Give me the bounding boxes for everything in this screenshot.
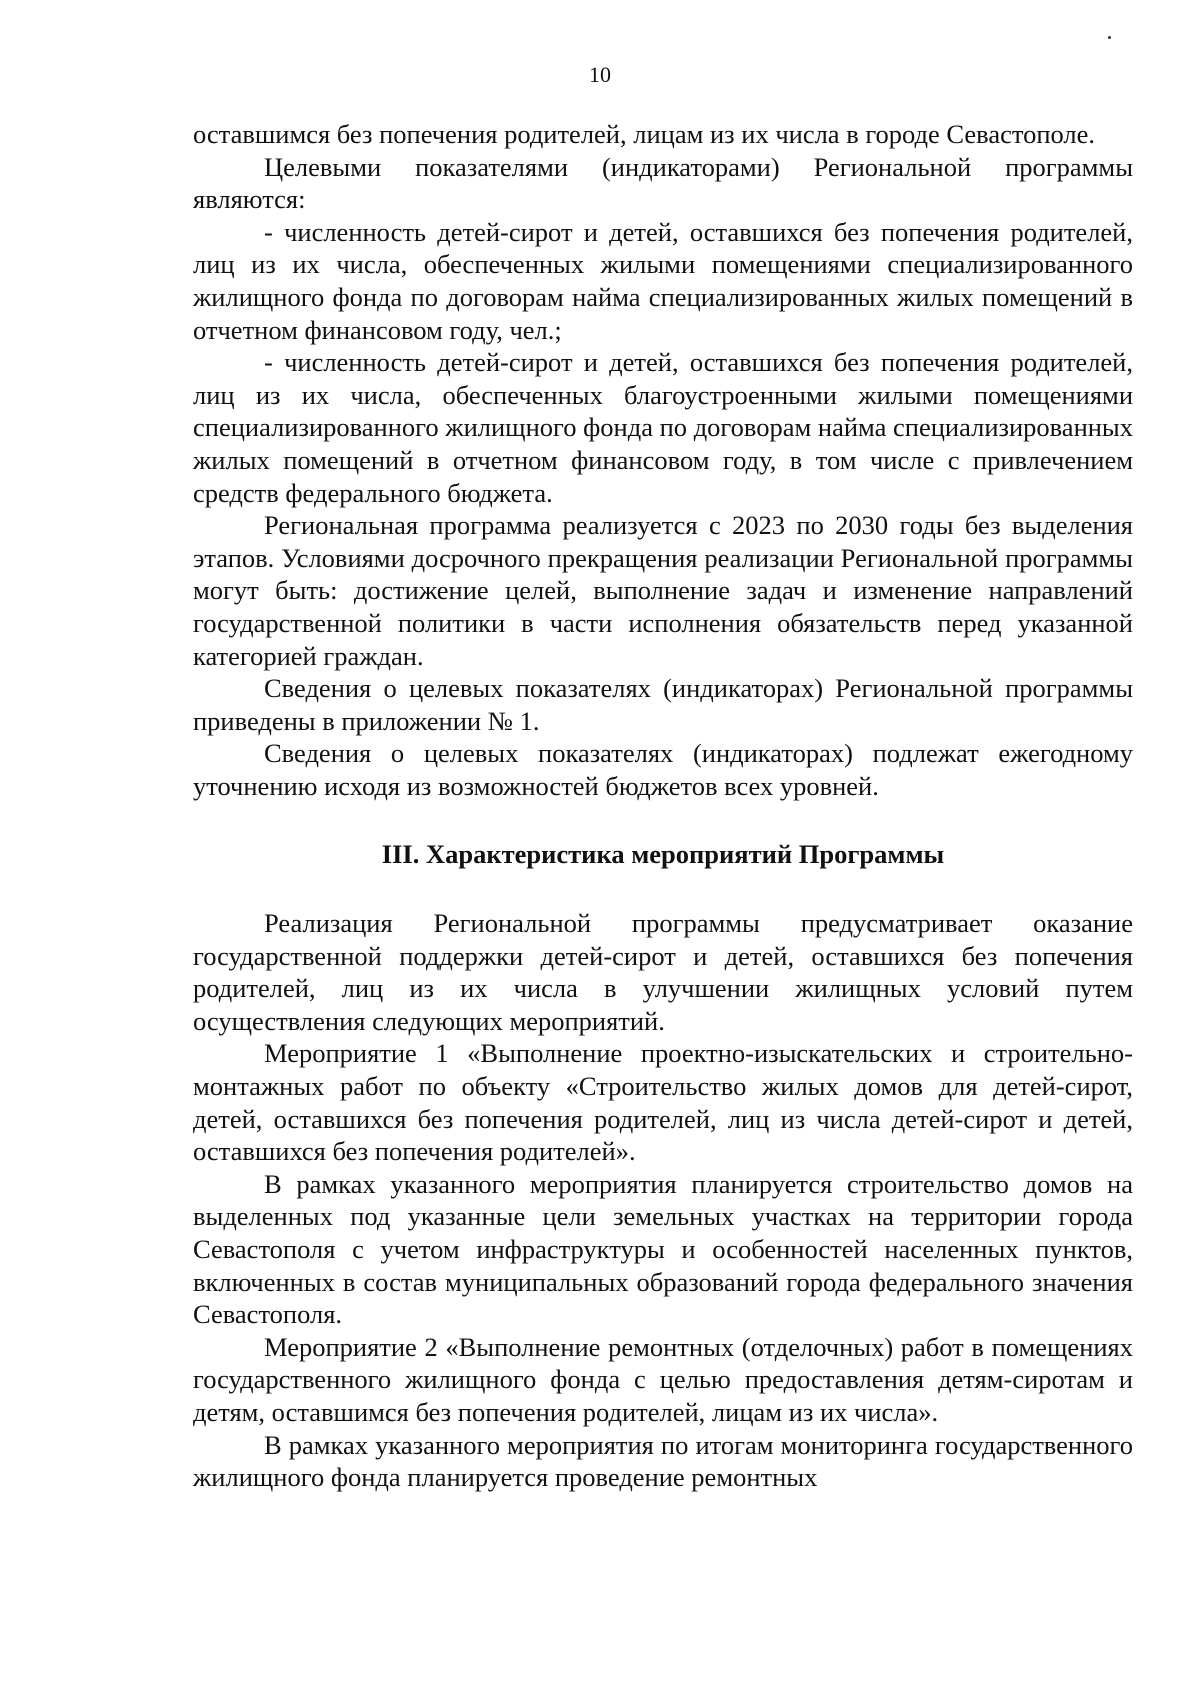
paragraph-measure-1-details: В рамках указанного мероприятия планируется строительство домов на выделенных под указанные цели земельных участках на территории города Севастополя с учетом инфраструктуры и особенностей населенных пунктов, включенных в состав муниципальных образований города федерального значения Севастополя. — [193, 1168, 1133, 1330]
paragraph-measure-2-details: В рамках указанного мероприятия по итогам мониторинга государственного жилищного фонда планируется проведение ремонтных — [193, 1429, 1133, 1493]
document-body — [193, 118, 1133, 1494]
page-number: 10 — [589, 62, 611, 87]
paragraph-appendix-reference: Сведения о целевых показателях (индикаторах) Региональной программы приведены в приложении № 1. — [193, 673, 1133, 736]
paragraph-implementation: Реализация Региональной программы предусматривает оказание государственной поддержки детей-сирот и детей, оставшихся без попечения родителей, лиц из их числа в улучшении жилищных условий путем осуществления следующих мероприятий. — [193, 908, 1133, 1036]
paragraph-measure-1: Мероприятие 1 «Выполнение проектно-изыскательских и строительно-монтажных работ по объекту «Строительство жилых домов для детей-сирот, детей, оставшихся без попечения родителей, лиц из числа детей-сирот и детей, оставшихся без попечения родителей». — [193, 1038, 1133, 1167]
paragraph-indicator-2: - численность детей-сирот и детей, оставшихся без попечения родителей, лиц из их числа, обеспеченных благоустроенными жилыми помещениями специализированного жилищного фонда по договорам найма специализированных жилых помещений в отчетном финансовом году, в том числе с привлечением средств федерального бюджета. — [193, 347, 1133, 508]
paragraph-indicator-1: - численность детей-сирот и детей, оставшихся без попечения родителей, лиц из их числа, обеспеченных жилыми помещениями специализированного жилищного фонда по договорам найма специализированных жилых помещений в отчетном финансовом году, чел.; — [193, 216, 1133, 345]
paragraph-annual-update: Сведения о целевых показателях (индикаторах) подлежат ежегодному уточнению исходя из возможностей бюджетов всех уровней. — [193, 738, 1133, 801]
paragraph-measure-2: Мероприятие 2 «Выполнение ремонтных (отделочных) работ в помещениях государственного жилищного фонда с целью предоставления детям-сиротам и детям, оставшимся без попечения родителей, лицам из их числа». — [193, 1331, 1133, 1427]
paragraph-continuation: оставшимся без попечения родителей, лицам из их числа в городе Севастополе. — [193, 119, 1096, 149]
section-heading: III. Характеристика мероприятий Программы — [381, 839, 945, 870]
paragraph-program-period: Региональная программа реализуется с 2023 по 2030 годы без выделения этапов. Условиями досрочного прекращения реализации Региональной программы могут быть: достижение целей, выполнение задач и изменение направлений государственной политики в части исполнения обязательств перед указанной категорией граждан. — [193, 510, 1133, 671]
paragraph-indicators-intro: Целевыми показателями (индикаторами) Региональной программы являются: — [193, 151, 1133, 215]
scan-speck — [1108, 36, 1111, 39]
